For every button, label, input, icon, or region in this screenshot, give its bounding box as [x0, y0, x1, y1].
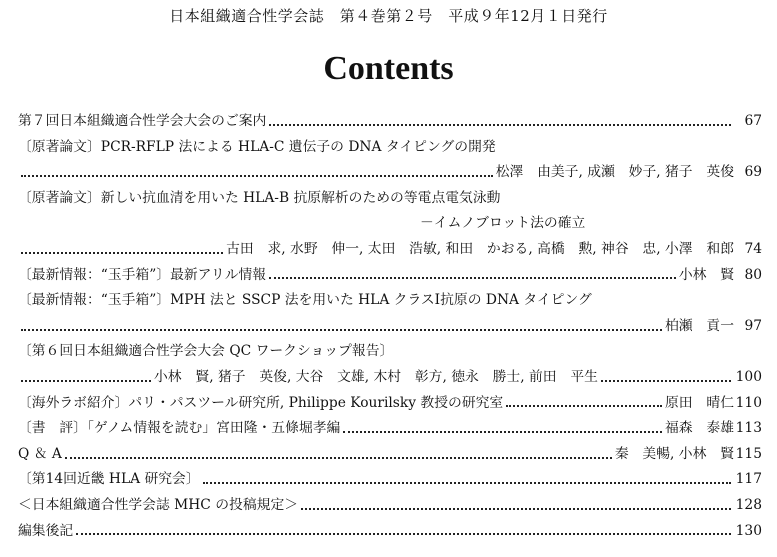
toc-entry[interactable]: [18, 442, 762, 468]
toc-entry[interactable]: [18, 186, 762, 212]
dot-leader: [21, 380, 151, 382]
dot-leader: [21, 252, 223, 254]
entry-page: 110: [735, 394, 762, 411]
entry-page: 117: [735, 471, 762, 488]
entry-author: 福森 泰雄: [665, 420, 734, 437]
entry-author: 松澤 由美子, 成瀬 妙子, 猪子 英俊: [495, 164, 734, 181]
entry-page: 100: [735, 368, 762, 385]
table-of-contents: [18, 109, 762, 544]
entry-title: 編集後記: [18, 522, 74, 539]
entry-title: 〔海外ラボ紹介〕パリ・パスツール研究所, Philippe Kourilsky 教授の研究室: [18, 394, 504, 411]
entry-author: 柏瀬 貢一: [665, 317, 734, 334]
dot-leader: [269, 124, 731, 126]
entry-author: 小林 賢: [678, 266, 734, 283]
dot-leader: [203, 482, 731, 484]
entry-page: 80: [744, 266, 762, 283]
dot-leader: [506, 405, 662, 407]
dot-leader: [343, 431, 662, 433]
entry-page: 130: [735, 522, 762, 539]
toc-entry[interactable]: [18, 391, 762, 417]
entry-title: 〔第14回近畿 HLA 研究会〕: [18, 471, 200, 488]
entry-title: 〔最新情報：“玉手箱”〕最新アリル情報: [18, 266, 267, 283]
entry-title: Q ＆ A: [18, 445, 62, 462]
toc-entry[interactable]: [18, 288, 762, 314]
entry-title: 〔最新情報：“玉手箱”〕MPH 法と SSCP 法を用いた HLA クラスⅠ抗原の DNA タイピング: [18, 292, 592, 309]
toc-entry[interactable]: [18, 467, 762, 493]
entry-author: 秦 美暢, 小林 賢: [614, 445, 734, 462]
dot-leader: [21, 329, 662, 331]
entry-page: 128: [735, 496, 762, 513]
toc-entry[interactable]: [18, 519, 762, 545]
entry-page: 74: [744, 240, 762, 257]
toc-entry-continuation[interactable]: [18, 314, 762, 340]
toc-entry[interactable]: [18, 493, 762, 519]
entry-title: ＜日本組織適合性学会誌 MHC の投稿規定＞: [18, 496, 299, 513]
entry-author: 小林 賢, 猪子 英俊, 大谷 文雄, 木村 彰方, 徳永 勝士, 前田 平生: [154, 368, 598, 385]
toc-entry[interactable]: [18, 135, 762, 161]
dot-leader: [76, 533, 731, 535]
toc-entry[interactable]: [18, 339, 762, 365]
page-title: Contents: [323, 50, 454, 87]
toc-entry[interactable]: [18, 263, 762, 289]
toc-entry-continuation[interactable]: [18, 237, 762, 263]
entry-author: 原田 晴仁: [665, 394, 734, 411]
entry-page: 115: [735, 445, 762, 462]
toc-entry[interactable]: [18, 109, 762, 135]
entry-page: 69: [744, 164, 762, 181]
entry-title: 〔原著論文〕新しい抗血清を用いた HLA-B 抗原解析のための等電点電気泳動: [18, 189, 501, 206]
toc-entry[interactable]: [18, 416, 762, 442]
entry-title: 〔第６回日本組織適合性学会大会 QC ワークショップ報告〕: [18, 343, 394, 360]
entry-page: 67: [744, 113, 762, 129]
toc-entry-continuation[interactable]: [18, 365, 762, 391]
dot-leader: [21, 175, 493, 177]
toc-entry-subtitle: [18, 211, 762, 237]
entry-title: 〔書 評〕「ゲノム情報を読む」宮田隆・五條堀孝編: [18, 420, 341, 437]
entry-author: 古田 求, 水野 伸一, 太田 浩敏, 和田 かおる, 高橋 勲, 神谷 忠, 小澤 和郎: [226, 240, 734, 257]
dot-leader: [601, 380, 731, 382]
entry-page: 113: [735, 420, 762, 437]
dot-leader: [65, 457, 612, 459]
entry-page: 97: [744, 317, 762, 334]
entry-subtitle: －イムノブロット法の確立: [420, 215, 586, 232]
toc-entry-continuation[interactable]: [18, 160, 762, 186]
dot-leader: [269, 277, 676, 279]
dot-leader: [301, 508, 731, 510]
entry-title: 第７回日本組織適合性学会大会のご案内: [18, 113, 267, 129]
journal-header: 日本組織適合性学会誌 第４巻第２号 平成９年12月１日発行: [169, 7, 608, 25]
entry-title: 〔原著論文〕PCR-RFLP 法による HLA-C 遺伝子の DNA タイピングの開発: [18, 138, 496, 155]
